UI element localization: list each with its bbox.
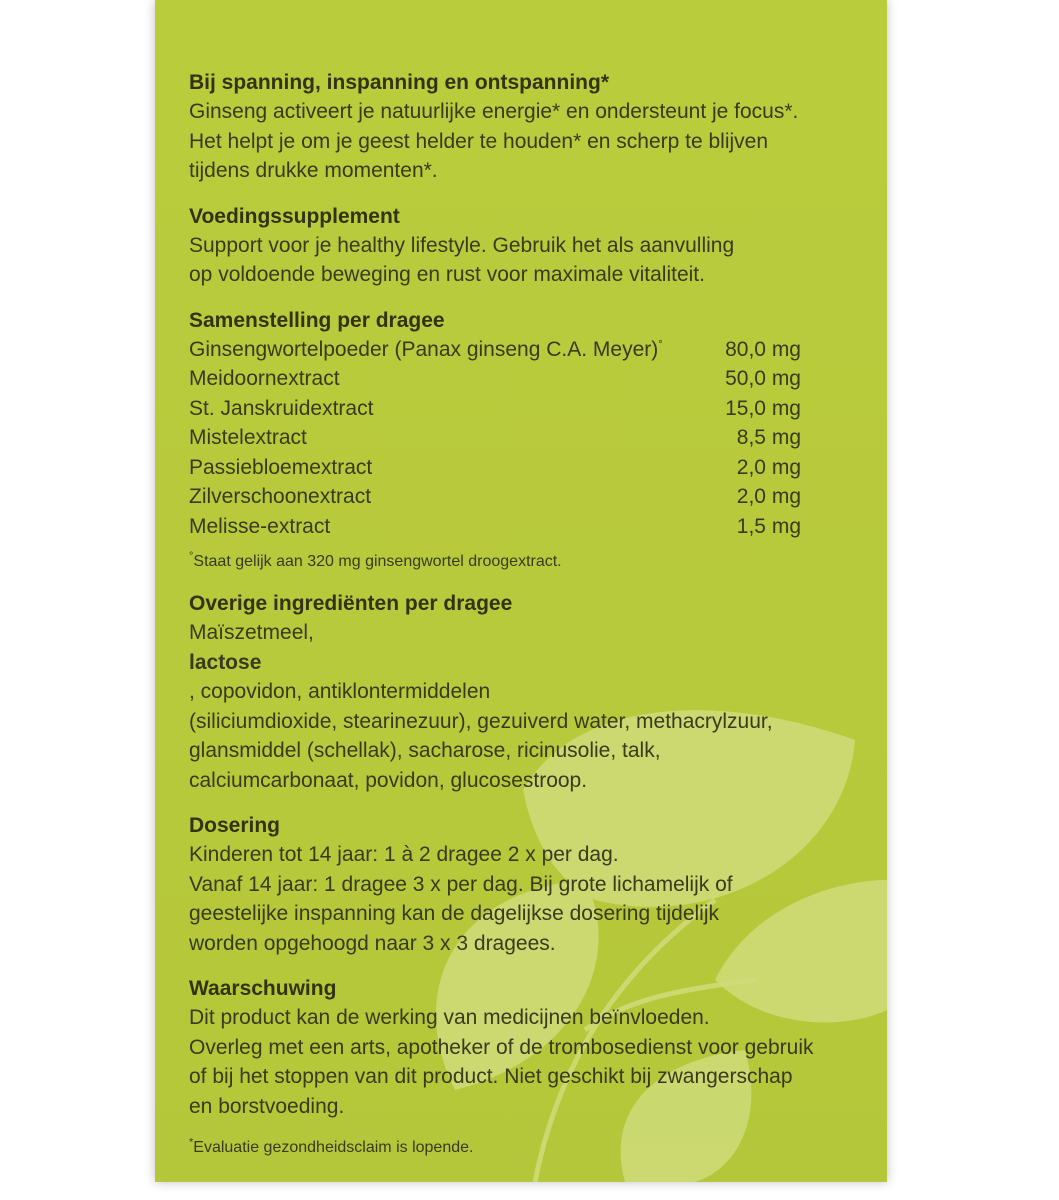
ingredient-row: [189, 453, 801, 483]
ingredient-amount: 15,0 mg: [725, 396, 801, 420]
footnote-mark: °: [658, 338, 663, 351]
footnote-mark: °: [189, 550, 194, 563]
warning-line: Overleg met een arts, apotheker of de trombosedienst voor gebruik: [189, 1035, 814, 1059]
ingredient-name: Zilverschoonextract: [189, 485, 372, 508]
other-ingredients-text: [189, 618, 869, 795]
supplement-line: Support voor je healthy lifestyle. Gebruik het als aanvulling: [189, 233, 735, 257]
composition-heading: Samenstelling per dragee: [189, 308, 445, 332]
other-ingredients-heading: Overige ingrediënten per dragee: [189, 592, 513, 615]
health-claim-text: Evaluatie gezondheidsclaim is lopende.: [193, 1139, 474, 1156]
other-ingredients-line: glansmiddel (schellak), sacharose, ricinusolie, talk,: [189, 739, 661, 762]
warning-text: [189, 1003, 869, 1121]
dosage-text: [189, 840, 869, 958]
ingredient-row: [189, 482, 801, 512]
ingredient-row: [189, 512, 801, 542]
ingredient-list: [189, 335, 801, 542]
ingredient-name: Mistelextract: [189, 426, 307, 449]
text-segment: Maïszetmeel,: [189, 621, 314, 644]
warning-line: en borstvoeding.: [189, 1094, 345, 1118]
ingredient-name: Melisse-extract: [189, 514, 331, 538]
warning-section: [189, 974, 869, 1121]
ingredient-row: [189, 394, 801, 424]
dosage-line: Kinderen tot 14 jaar: 1 à 2 dragee 2 x per dag.: [189, 843, 619, 866]
intro-line: Het helpt je om je geest helder te houden* en scherp te blijven: [189, 129, 769, 153]
ingredient-row: [189, 335, 801, 365]
other-ingredients-section: [189, 589, 869, 795]
ingredient-amount: 1,5 mg: [736, 514, 801, 538]
package-panel: [155, 0, 887, 1182]
ingredient-amount: 50,0 mg: [725, 367, 801, 390]
ingredient-name: [189, 335, 663, 365]
ingredient-name: Passiebloemextract: [189, 455, 373, 479]
ingredient-row: [189, 364, 801, 394]
supplement-heading: Voedingssupplement: [189, 204, 400, 228]
other-ingredients-line: calciumcarbonaat, povidon, glucosestroop.: [189, 768, 588, 792]
intro-text: [189, 97, 869, 186]
dosage-heading: Dosering: [189, 814, 281, 837]
intro-line: tijdens drukke momenten*.: [189, 159, 438, 182]
supplement-text: [189, 231, 869, 290]
composition-section: [189, 306, 869, 574]
supplement-section: [189, 202, 869, 290]
dosage-section: [189, 811, 869, 958]
warning-line: Dit product kan de werking van medicijnen beïnvloeden.: [189, 1006, 710, 1029]
ingredient-amount: 8,5 mg: [736, 426, 801, 449]
intro-heading: Bij spanning, inspanning en ontspanning*: [189, 71, 609, 94]
ingredient-name: Meidoornextract: [189, 367, 340, 390]
supplement-line: op voldoende beweging en rust voor maximale vitaliteit.: [189, 263, 705, 286]
other-ingredients-line: (siliciumdioxide, stearinezuur), gezuiverd water, methacrylzuur,: [189, 709, 773, 733]
footnote-mark: *: [189, 1136, 194, 1149]
intro-section: [189, 68, 869, 186]
intro-line: Ginseng activeert je natuurlijke energie* en ondersteunt je focus*.: [189, 100, 799, 123]
allergen-lactose: lactose: [189, 650, 262, 674]
ingredient-row: [189, 423, 801, 453]
text-segment: , copovidon, antiklontermiddelen: [189, 680, 491, 703]
other-ingredients-line: [189, 618, 869, 707]
dosage-line: geestelijke inspanning kan de dagelijkse dosering tijdelijk: [189, 902, 720, 925]
health-claim-note: [189, 1137, 869, 1159]
composition-footnote: [189, 551, 869, 573]
warning-line: of bij het stoppen van dit product. Niet geschikt bij zwangerschap: [189, 1065, 793, 1088]
label-text: [189, 68, 869, 1159]
ingredient-name: St. Janskruidextract: [189, 396, 374, 420]
ingredient-amount: 80,0 mg: [725, 337, 801, 361]
footnote-text: Staat gelijk aan 320 mg ginsengwortel droogextract.: [193, 553, 562, 570]
dosage-line: Vanaf 14 jaar: 1 dragee 3 x per dag. Bij grote lichamelijk of: [189, 872, 733, 896]
ingredient-amount: 2,0 mg: [736, 455, 801, 479]
dosage-line: worden opgehoogd naar 3 x 3 dragees.: [189, 931, 556, 955]
ingredient-name-text: Ginsengwortelpoeder (Panax ginseng C.A. Meyer): [189, 337, 659, 361]
warning-heading: Waarschuwing: [189, 977, 337, 1000]
ingredient-amount: 2,0 mg: [736, 485, 801, 508]
